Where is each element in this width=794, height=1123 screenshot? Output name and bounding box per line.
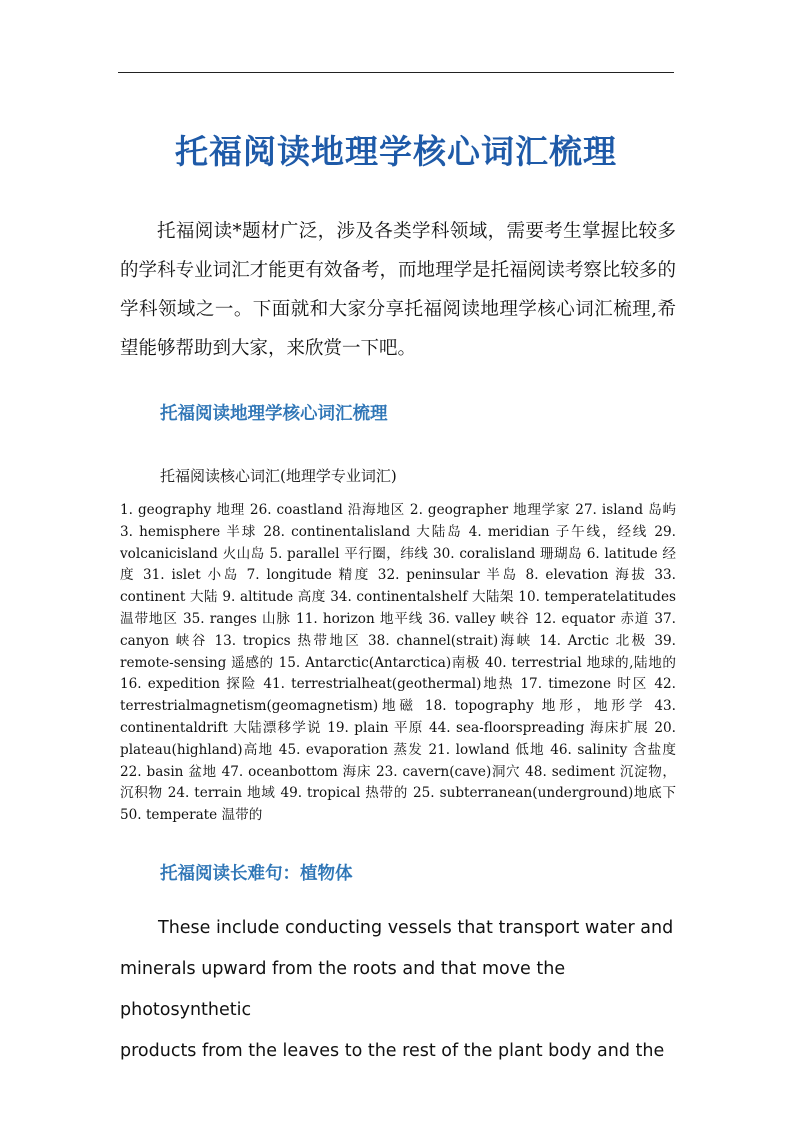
vocab-list: 1. geography 地理 26. coastland 沿海地区 2. geographer 地理学家 27. island 岛屿 3. hemisphere 半球 28. continentalisland 大陆岛 4. meridian 子午线，经线 29. volcanicisland 火山岛 5. parallel 平行圈，纬线 30. coralisland 珊瑚岛 6. latitude 经度 31. islet 小岛 7. longitude 精度 32. peninsular 半岛 8. elevation 海拔 33. continent 大陆 9. altitude 高度 34. continentalshelf 大陆架 10. temperatelatitudes 温带地区 35. ranges 山脉 11. horizon 地平线 36. valley 峡谷 12. equator 赤道 37. canyon 峡谷 13. tropics 热带地区 38. channel(strait)海峡 14. Arctic 北极 39. remote-sensing 遥感的 15. Antarctic(Antarctica)南极 40. terrestrial 地球的,陆地的 16. expedition 探险 41. terrestrialheat(geothermal)地热 17. timezone 时区 42. terrestrialmagnetism(geomagnetism)地磁 18. topography 地形，地形学 43. continentaldrift 大陆漂移学说 19. plain 平原 44. sea-floorspreading 海床扩展 20. plateau(highland)高地 45. evaporation 蒸发 21. lowland 低地 46. salinity 含盐度 22. basin 盆地 47. oceanbottom 海床 23. cavern(cave)洞穴 48. sediment 沉淀物，沉积物 24. terrain 地域 49. tropical 热带的 25. subterranean(underground)地底下 50. temperate 温带的: [120, 502, 676, 824]
english-line: minerals upward from the roots and that move the photosynthetic: [120, 959, 566, 1020]
section-heading-vocabulary: 托福阅读地理学核心词汇梳理: [160, 404, 388, 424]
english-passage: [120, 908, 680, 1072]
section-heading-long-sentence: 托福阅读长难句：植物体: [160, 864, 353, 884]
header-rule: [118, 72, 674, 73]
vocab-subtitle: 托福阅读核心词汇(地理学专业词汇): [160, 467, 397, 485]
intro-paragraph: 托福阅读*题材广泛，涉及各类学科领域，需要考生掌握比较多的学科专业词汇才能更有效备考，而地理学是托福阅读考察比较多的学科领域之一。下面就和大家分享托福阅读地理学核心词汇梳理,希望能够帮助到大家，来欣赏一下吧。: [120, 221, 676, 359]
english-line: These include conducting vessels that transport water and: [158, 918, 674, 938]
english-line: products from the leaves to the rest of the plant body and the: [120, 1041, 665, 1061]
document-title: 托福阅读地理学核心词汇梳理: [175, 132, 617, 172]
